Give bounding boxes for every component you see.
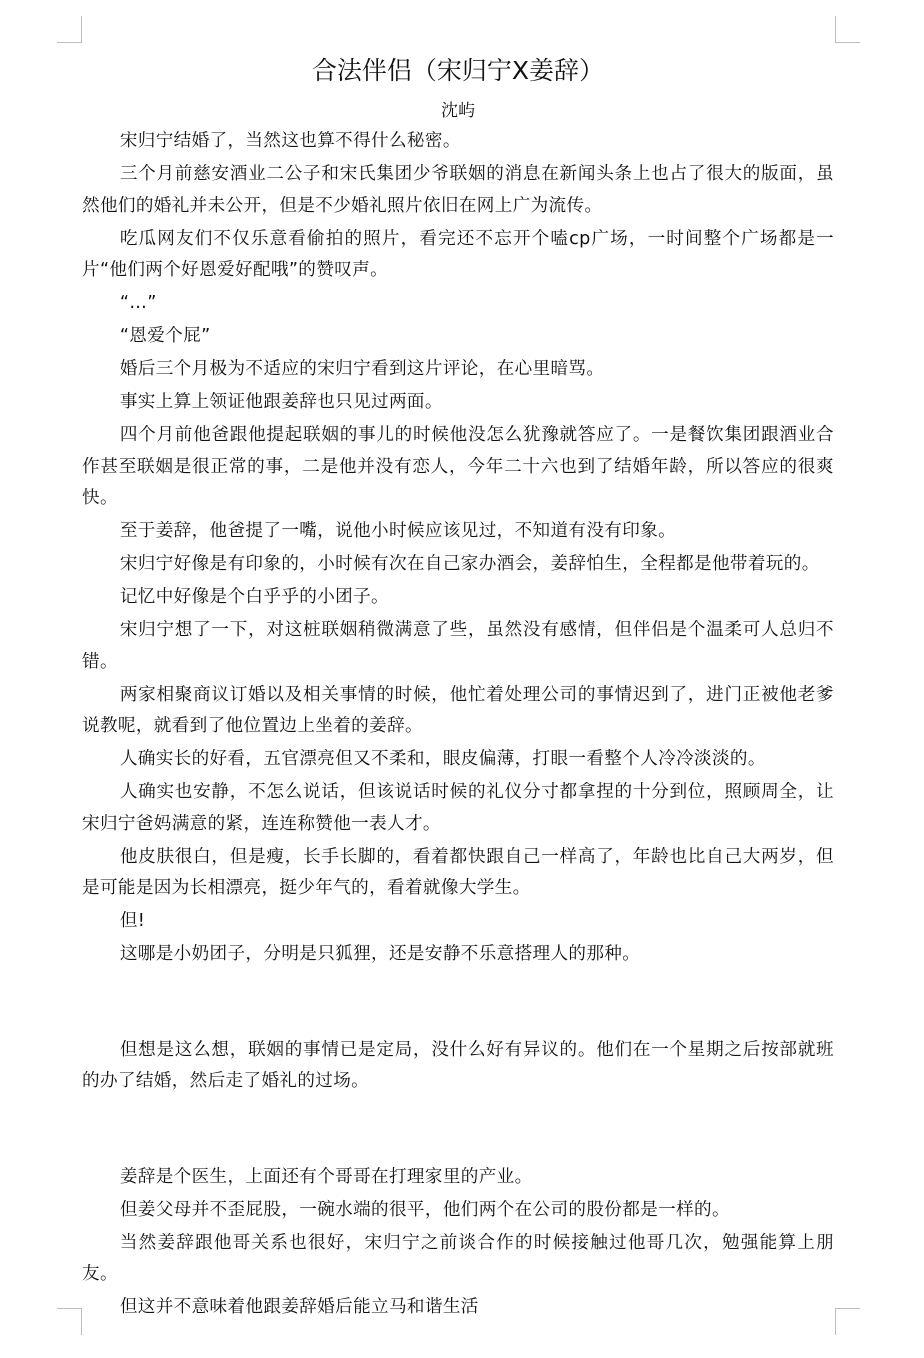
paragraph: 姜辞是个医生，上面还有个哥哥在打理家里的产业。 bbox=[119, 1166, 533, 1187]
document-body bbox=[82, 126, 834, 1324]
paragraph: 但! bbox=[119, 911, 146, 931]
page-corner-mark-top-left bbox=[57, 16, 82, 43]
paragraph: 宋归宁结婚了，当然这也算不得什么秘密。 bbox=[119, 131, 461, 151]
paragraph: 当然姜辞跟他哥关系也很好，宋归宁之前谈合作的时候接触过他哥几次，勉强能算上朋友。 bbox=[82, 1232, 834, 1284]
paragraph: 人确实也安静，不怎么说话，但该说话时候的礼仪分寸都拿捏的十分到位，照顾周全，让宋归宁爸妈满意的紧，连连称赞他一表人才。 bbox=[82, 782, 834, 834]
document-page bbox=[82, 52, 834, 1325]
paragraph: 三个月前慈安酒业二公子和宋氏集团少爷联姻的消息在新闻头条上也占了很大的版面，虽然他们的婚礼并未公开，但是不少婚礼照片依旧在网上广为流传。 bbox=[82, 164, 834, 216]
paragraph: 吃瓜网友们不仅乐意看偷拍的照片，看完还不忘开个嗑cp广场，一时间整个广场都是一片“他们两个好恩爱好配哦”的赞叹声。 bbox=[82, 228, 834, 280]
paragraph-spacer bbox=[82, 987, 834, 1019]
paragraph: 宋归宁想了一下，对这桩联姻稍微满意了些，虽然没有感情，但伴侣是个温柔可人总归不错。 bbox=[82, 620, 834, 672]
paragraph: 但想是这么想，联姻的事情已是定局，没什么好有异议的。他们在一个星期之后按部就班的办了结婚，然后走了婚礼的过场。 bbox=[82, 1039, 834, 1091]
paragraph: 婚后三个月极为不适应的宋归宁看到这片评论，在心里暗骂。 bbox=[119, 359, 605, 379]
paragraph: 但这并不意味着他跟姜辞婚后能立马和谐生活 bbox=[119, 1297, 479, 1317]
page-corner-mark-top-right bbox=[835, 16, 860, 43]
paragraph: “恩爱个屁” bbox=[119, 326, 211, 346]
paragraph: 记忆中好像是个白乎乎的小团子。 bbox=[119, 587, 389, 607]
paragraph: 但姜父母并不歪屁股，一碗水端的很平，他们两个在公司的股份都是一样的。 bbox=[119, 1199, 730, 1220]
document-author: 沈屿 bbox=[441, 101, 475, 121]
paragraph: 四个月前他爸跟他提起联姻的事儿的时候他没怎么犹豫就答应了。一是餐饮集团跟酒业合作甚至联姻是很正常的事，二是他并没有恋人，今年二十六也到了结婚年龄，所以答应的很爽快。 bbox=[82, 425, 834, 508]
paragraph: “…” bbox=[119, 293, 157, 313]
paragraph: 这哪是小奶团子，分明是只狐狸，还是安静不乐意搭理人的那种。 bbox=[119, 944, 641, 964]
paragraph: 他皮肤很白，但是瘦，长手长脚的，看着都快跟自己一样高了，年龄也比自己大两岁，但是可能是因为长相漂亮，挺少年气的，看着就像大学生。 bbox=[82, 846, 834, 898]
paragraph: 事实上算上领证他跟姜辞也只见过两面。 bbox=[119, 392, 443, 412]
page-corner-mark-bottom-left bbox=[57, 1308, 82, 1335]
paragraph: 人确实长的好看，五官漂亮但又不柔和，眼皮偏薄，打眼一看整个人冷冷淡淡的。 bbox=[119, 749, 766, 769]
paragraph-spacer bbox=[82, 1114, 834, 1146]
paragraph: 宋归宁好像是有印象的，小时候有次在自己家办酒会，姜辞怕生，全程都是他带着玩的。 bbox=[119, 554, 820, 574]
paragraph: 至于姜辞，他爸提了一嘴，说他小时候应该见过，不知道有没有印象。 bbox=[119, 521, 677, 541]
document-title: 合法伴侣（宋归宁X姜辞） bbox=[311, 56, 605, 85]
page-corner-mark-bottom-right bbox=[835, 1308, 860, 1335]
paragraph: 两家相聚商议订婚以及相关事情的时候，他忙着处理公司的事情迟到了，进门正被他老爹说教呢，就看到了他位置边上坐着的姜辞。 bbox=[82, 684, 834, 736]
